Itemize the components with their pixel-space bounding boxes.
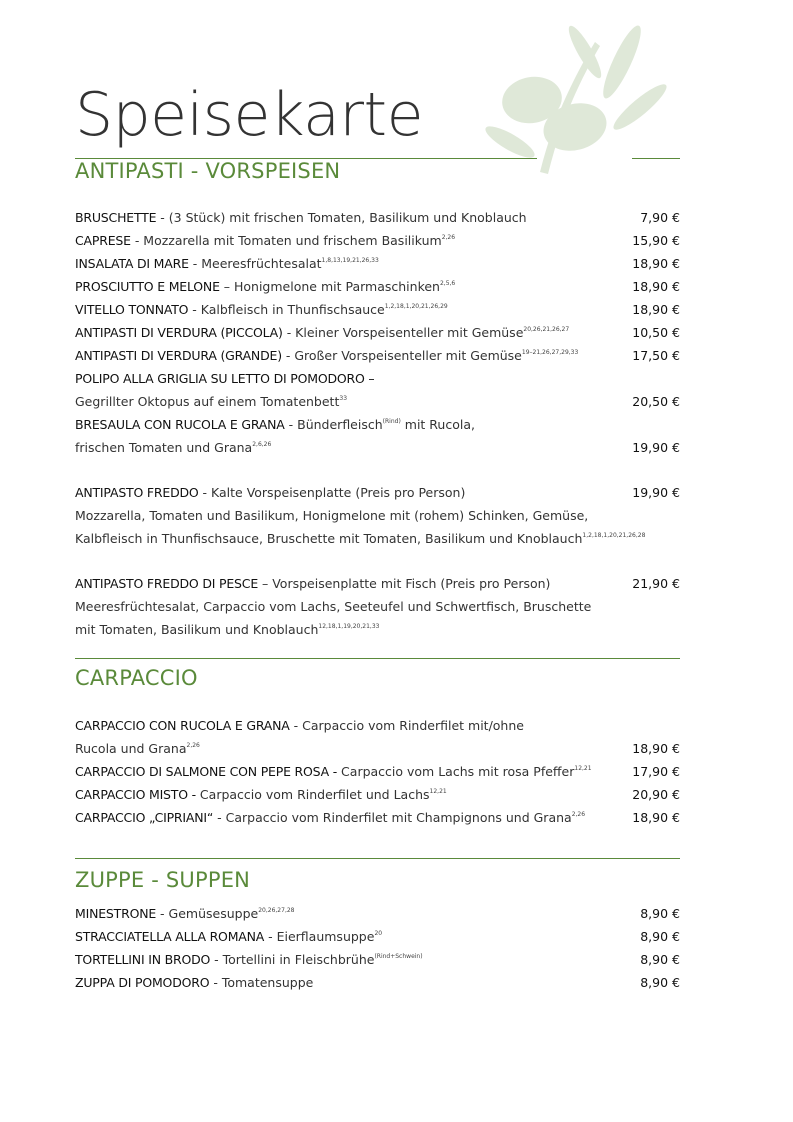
item-price: 10,50 € — [632, 325, 680, 340]
item-price: 18,90 € — [632, 302, 680, 317]
item-price: 8,90 € — [640, 929, 680, 944]
section-title-antipasti: ANTIPASTI - VORSPEISEN — [75, 159, 341, 183]
menu-item: PROSCIUTTO E MELONE – Honigmelone mit Parmaschinken$^{2,5,6}$ 18,90 € — [75, 275, 680, 298]
item-price: 21,90 € — [632, 576, 680, 591]
section-divider — [75, 658, 680, 659]
item-price: 17,90 € — [632, 764, 680, 779]
item-price: 19,90 € — [632, 485, 680, 500]
item-price: 18,90 € — [632, 810, 680, 825]
item-price: 20,90 € — [632, 787, 680, 802]
menu-item-pesce-desc: mit Tomaten, Basilikum und Knoblauch$^{12,18,1,19,20,21,33}$ — [75, 622, 380, 637]
menu-item-freddo-desc: Kalbfleisch in Thunfischsauce, Bruschette mit Tomaten, Basilikum und Knoblauch$^{1,2,18,1,20,21,26,28}$ — [75, 531, 646, 546]
menu-item-carpaccio-rucola: CARPACCIO CON RUCOLA E GRANA - Carpaccio vom Rinderfilet mit/ohne — [75, 718, 524, 733]
menu-item-freddo: ANTIPASTO FREDDO - Kalte Vorspeisenplatte (Preis pro Person) 19,90 € — [75, 481, 680, 504]
menu-item: CAPRESE - Mozzarella mit Tomaten und frischem Basilikum$^{2,26}$ 15,90 € — [75, 229, 680, 252]
item-price: 17,50 € — [632, 348, 680, 363]
menu-item: VITELLO TONNATO - Kalbfleisch in Thunfischsauce$^{1,2,18,1,20,21,26,29}$ 18,90 € — [75, 298, 680, 321]
item-price: 7,90 € — [640, 210, 680, 225]
item-price: 20,50 € — [632, 394, 680, 409]
menu-item: TORTELLINI IN BRODO - Tortellini in Fleischbrühe$^{(Rind+Schwein)}$ 8,90 € — [75, 948, 680, 971]
menu-item-pesce: ANTIPASTO FREDDO DI PESCE – Vorspeisenplatte mit Fisch (Preis pro Person) 21,90 € — [75, 572, 680, 595]
page-title: Speisekarte — [75, 80, 423, 150]
item-price: 18,90 € — [632, 741, 680, 756]
menu-item: INSALATA DI MARE - Meeresfrüchtesalat$^{1,8,13,19,21,26,33}$ 18,90 € — [75, 252, 680, 275]
section-title-zuppe: ZUPPE - SUPPEN — [75, 868, 251, 892]
menu-item-polipo-desc: Gegrillter Oktopus auf einem Tomatenbett$^{33}$ 20,50 € — [75, 390, 680, 413]
menu-item: CARPACCIO MISTO - Carpaccio vom Rinderfilet und Lachs$^{12,21}$ 20,90 € — [75, 783, 680, 806]
menu-item: ZUPPA DI POMODORO - Tomatensuppe 8,90 € — [75, 971, 680, 994]
menu-item: CARPACCIO „CIPRIANI“ - Carpaccio vom Rinderfilet mit Champignons und Grana$^{2,26}$ 18,90 € — [75, 806, 680, 829]
menu-item: CARPACCIO DI SALMONE CON PEPE ROSA - Carpaccio vom Lachs mit rosa Pfeffer$^{12,21}$ 17,90 € — [75, 760, 680, 783]
menu-item-pesce-desc: Meeresfrüchtesalat, Carpaccio vom Lachs, Seeteufel und Schwertfisch, Bruschette — [75, 599, 592, 614]
menu-item: MINESTRONE - Gemüsesuppe$^{20,26,27,28}$ 8,90 € — [75, 902, 680, 925]
item-price: 8,90 € — [640, 952, 680, 967]
item-price: 8,90 € — [640, 975, 680, 990]
menu-item: ANTIPASTI DI VERDURA (PICCOLA) - Kleiner Vorspeisenteller mit Gemüse$^{20,26,21,26,27}$ 10,50 € — [75, 321, 680, 344]
section-divider — [75, 858, 680, 859]
menu-item-freddo-desc: Mozzarella, Tomaten und Basilikum, Honigmelone mit (rohem) Schinken, Gemüse, — [75, 508, 589, 523]
menu-item-carpaccio-rucola-desc: Rucola und Grana$^{2,26}$ 18,90 € — [75, 737, 680, 760]
item-price: 15,90 € — [632, 233, 680, 248]
menu-item-bresaola: BRESAULA CON RUCOLA E GRANA - Bünderfleisch$^{(Rind)}$ mit Rucola, — [75, 417, 475, 432]
menu-item-polipo: POLIPO ALLA GRIGLIA SU LETTO DI POMODORO – — [75, 371, 375, 386]
title-divider-right — [632, 158, 680, 159]
item-price: 18,90 € — [632, 279, 680, 294]
menu-item-bresaola-desc: frischen Tomaten und Grana$^{2,6,26}$ 19,90 € — [75, 436, 680, 459]
item-price: 19,90 € — [632, 440, 680, 455]
olive-branch-icon — [470, 22, 670, 192]
item-price: 8,90 € — [640, 906, 680, 921]
item-price: 18,90 € — [632, 256, 680, 271]
menu-item: BRUSCHETTE - (3 Stück) mit frischen Tomaten, Basilikum und Knoblauch 7,90 € — [75, 206, 680, 229]
menu-item: STRACCIATELLA ALLA ROMANA - Eierflaumsuppe$^{20}$ 8,90 € — [75, 925, 680, 948]
section-title-carpaccio: CARPACCIO — [75, 666, 198, 690]
menu-item: ANTIPASTI DI VERDURA (GRANDE) - Großer Vorspeisenteller mit Gemüse$^{19-21,26,27,29,33}$ 17,50 € — [75, 344, 680, 367]
